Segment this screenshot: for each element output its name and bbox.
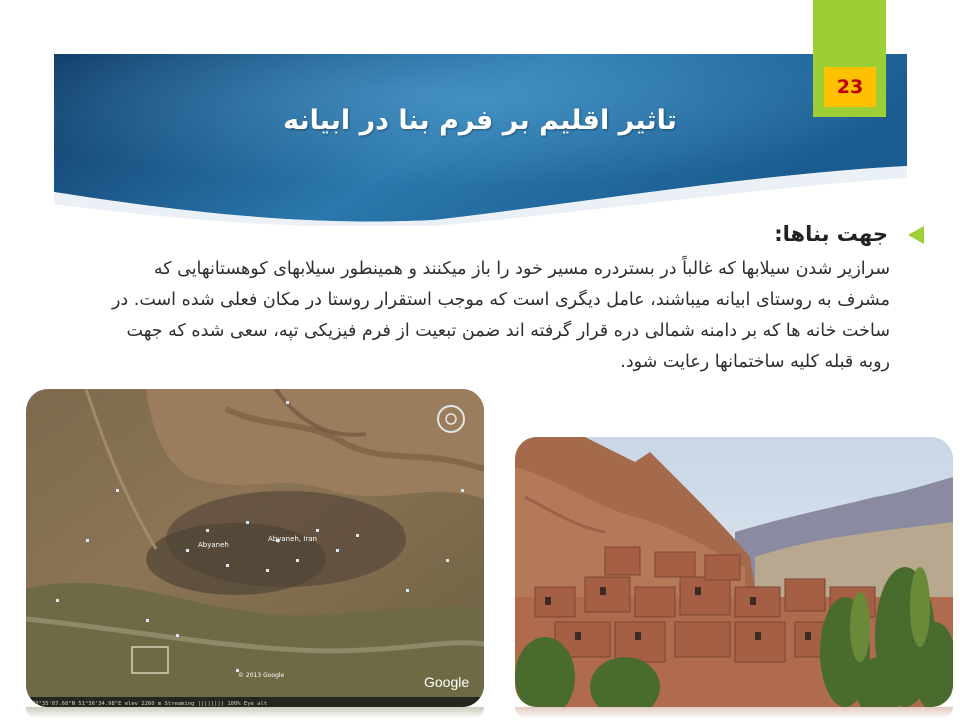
body-line: سرازیر شدن سیلابها که غالباً در بستردره مسیر خود را باز میکنند و همینطور سیلابهای کوهستانهایی که xyxy=(153,259,890,279)
body-line: مشرف به روستای ابیانه میباشند، عامل دیگری است که موجب استقرار روستا در مکان فعلی شده است. در xyxy=(111,290,890,310)
map-status-bar: 33°35'07.60"N 51°36'34.98"E elev 2260 m Streaming |||||||| 100% Eye alt xyxy=(32,701,268,707)
slide-number-badge: 23 xyxy=(824,67,876,107)
map-label-abyaneh-iran: Abyaneh, Iran xyxy=(268,535,317,543)
map-copyright: © 2013 Google xyxy=(238,672,285,679)
body-paragraph xyxy=(38,254,890,378)
bullet-arrow-icon xyxy=(908,226,924,244)
title-banner xyxy=(54,54,907,226)
slide-title: تاثیر اقلیم بر فرم بنا در ابیانه xyxy=(283,105,677,136)
google-watermark: Google xyxy=(424,674,470,690)
aerial-image-reflection xyxy=(26,707,484,719)
village-photo-reflection xyxy=(515,707,953,719)
body-line: ساخت خانه ها که بر دامنه شمالی دره قرار گرفته اند ضمن تبعیت از فرم فیزیکی تپه، سعی شده که جهت xyxy=(126,321,890,341)
village-photo xyxy=(515,437,953,707)
aerial-satellite-image xyxy=(26,389,484,707)
map-label-abyaneh: Abyaneh xyxy=(198,541,229,549)
section-heading: جهت بناها: xyxy=(774,222,888,246)
body-line: روبه قبله کلیه ساختمانها رعایت شود. xyxy=(620,352,890,372)
